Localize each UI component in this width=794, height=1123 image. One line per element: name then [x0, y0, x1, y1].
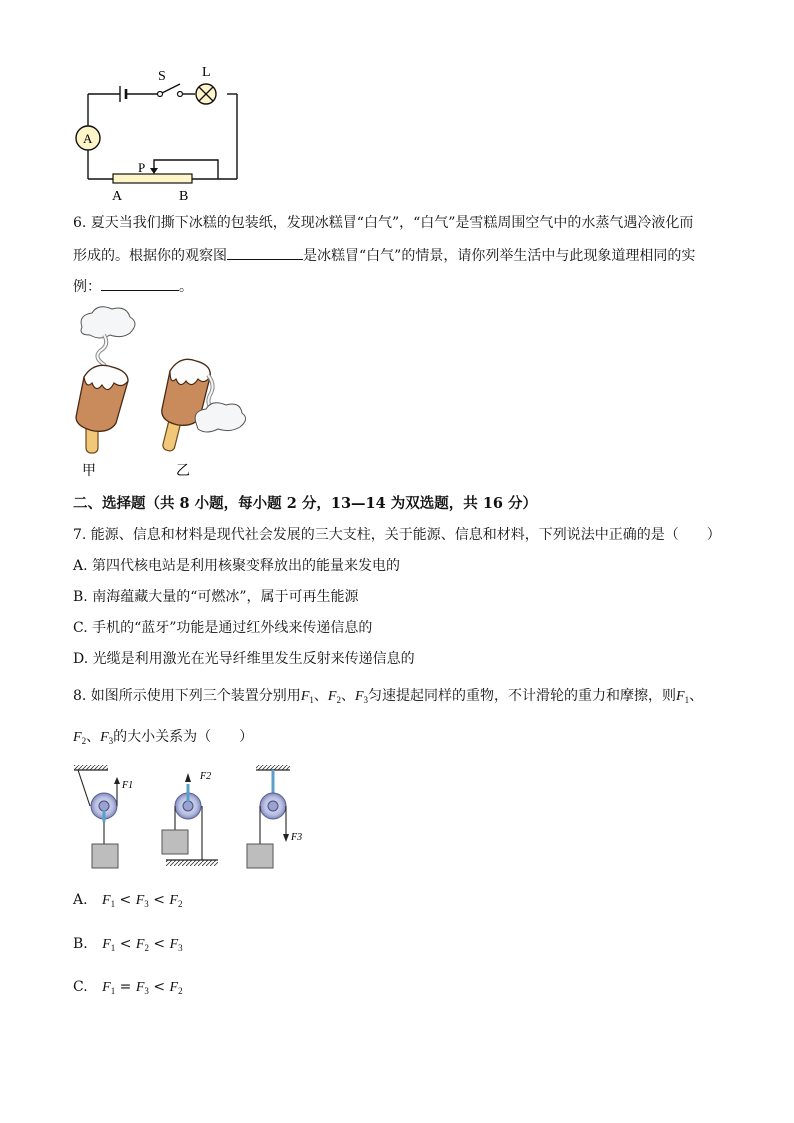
q6-line3 — [73, 275, 193, 297]
q8-stem-mid: 匀速提起同样的重物，不计滑轮的重力和摩擦，则 — [368, 688, 676, 704]
q7-option-a[interactable]: A. 第四代核电站是利用核聚变释放出的能量来发电的 — [73, 558, 401, 574]
end-a-label: A — [112, 189, 123, 204]
q6-line3-post: 。 — [179, 279, 193, 295]
q6-line2 — [73, 244, 695, 266]
q6-line1: 6. 夏天当我们撕下冰糕的包装纸，发现冰糕冒“白气”，“白气”是雪糕周围空气中的水蒸气遇冷液化而 — [73, 215, 694, 231]
q8-option-a[interactable]: A. $F_1 < F_3 < F_2$ — [73, 892, 183, 909]
q8-stem-pre: 8. 如图所示使用下列三个装置分别用 — [73, 688, 301, 704]
lamp-label: L — [202, 65, 211, 80]
section-heading: 二、选择题（共 8 小题，每小题 2 分，13—14 为双选题，共 16 分） — [73, 495, 538, 512]
fig-label-yi: 乙 — [176, 463, 190, 479]
q8-option-b[interactable]: B. $F_1 < F_2 < F_3$ — [73, 936, 183, 953]
fig-force-f2: F2 — [200, 771, 212, 782]
switch-label: S — [158, 69, 166, 84]
circuit-diagram — [68, 58, 248, 208]
q7-option-b[interactable]: B. 南海蕴藏大量的“可燃冰”，属于可再生能源 — [73, 589, 359, 605]
q8-stem-post: 的大小关系为（ ） — [113, 729, 254, 745]
q7-option-c[interactable]: C. 手机的“蓝牙”功能是通过红外线来传递信息的 — [73, 620, 373, 636]
pulley-device-3 — [247, 765, 302, 868]
q6-line3-pre: 例： — [73, 279, 101, 295]
pulley-device-1 — [74, 765, 133, 868]
ammeter-label: A — [83, 131, 93, 146]
fig-force-f1: F1 — [122, 780, 134, 791]
q8-stem-line2: $F_2$、$F_3$的大小关系为（ ） — [73, 729, 254, 746]
force-f1: $F_1$ — [300, 689, 314, 705]
end-b-label: B — [179, 189, 189, 204]
force-f2-b: $F_2$ — [73, 730, 87, 746]
force-f1-b: $F_1$ — [676, 689, 690, 705]
q8-stem-line1: 8. 如图所示使用下列三个装置分别用$F_1$、$F_2$、$F_3$匀速提起同样的重物，不计滑轮的重力和摩擦，则$F_1$、 — [73, 688, 704, 705]
q7-stem: 7. 能源、信息和材料是现代社会发展的三大支柱，关于能源、信息和材料，下列说法中正确的是（ ） — [73, 527, 721, 543]
q8-option-c[interactable]: C. $F_1 = F_3 < F_2$ — [73, 979, 183, 996]
force-f3-b: $F_3$ — [100, 730, 114, 746]
q6-blank-1[interactable] — [227, 244, 303, 260]
ice-cream-jia — [76, 307, 135, 453]
fig-label-jia: 甲 — [82, 463, 96, 479]
q7-option-d[interactable]: D. 光缆是利用激光在光导纤维里发生反射来传递信息的 — [73, 651, 415, 667]
ice-cream-figure — [70, 305, 250, 483]
q6-line2-pre: 形成的。根据你的观察图 — [73, 248, 227, 264]
ice-cream-yi — [162, 359, 246, 452]
q6-line2-post: 是冰糕冒“白气”的情景，请你列举生活中与此现象道理相同的实 — [303, 248, 696, 264]
fig-force-f3: F3 — [291, 832, 303, 843]
pulley-figure — [66, 762, 326, 874]
force-f3: $F_3$ — [354, 689, 368, 705]
slider-label: P — [138, 160, 146, 175]
q6-blank-2[interactable] — [101, 275, 179, 291]
pulley-device-2 — [162, 771, 218, 866]
force-f2: $F_2$ — [327, 689, 341, 705]
